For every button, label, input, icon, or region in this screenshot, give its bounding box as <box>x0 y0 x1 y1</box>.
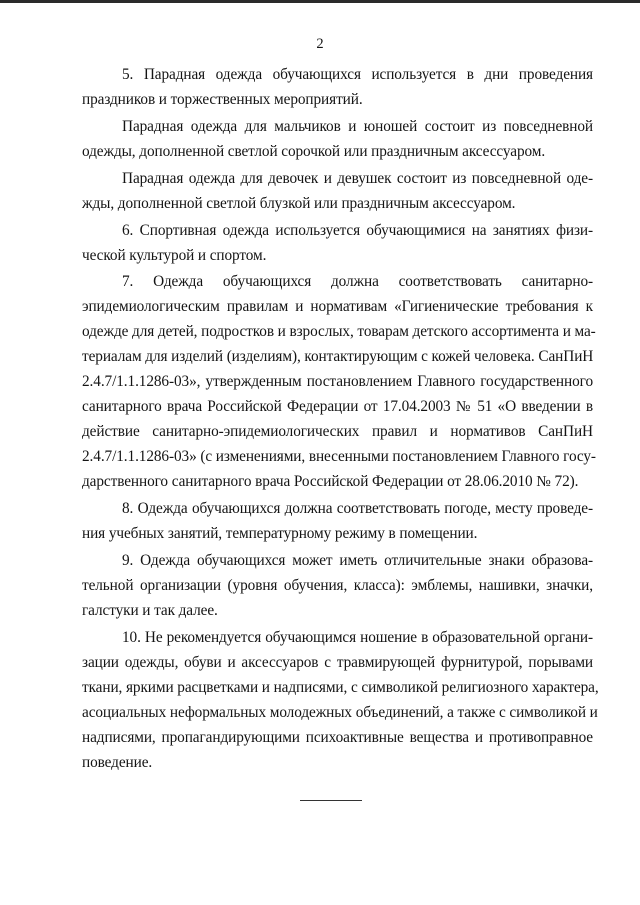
paragraph-7-line: действие санитарно-эпидемиологических правил и нормативов СанПиН <box>82 423 593 440</box>
paragraph-10-line: зации одежды, обуви и аксессуаров с травмирующей фурнитурой, порывами <box>82 654 593 671</box>
paragraph-7-line: 2.4.7/1.1.1286-03», утвержденным постановлением Главного государственного <box>82 373 593 390</box>
paragraph-5-line: 5. Парадная одежда обучающихся используется в дни проведения <box>122 66 593 83</box>
paragraph-10-line: поведение. <box>82 754 153 771</box>
page-number: 2 <box>316 36 324 52</box>
paragraph-10-line: 10. Не рекомендуется обучающимся ношение в образовательной органи- <box>122 629 593 646</box>
paragraph-5b-line: жды, дополненной светлой блузкой или праздничным аксессуаром. <box>82 195 516 212</box>
paragraph-10-line: ткани, яркими расцветками и надписями, с символикой религиозного характера, <box>82 679 599 696</box>
paragraph-7-line: 2.4.7/1.1.1286-03» (с изменениями, внесенными постановлением Главного госу- <box>82 448 596 465</box>
paragraph-6-line: 6. Спортивная одежда используется обучающимися на занятиях физи- <box>122 222 593 239</box>
paragraph-5b-line: Парадная одежда для девочек и девушек состоит из повседневной оде- <box>122 170 593 187</box>
paragraph-10-line: асоциальных неформальных молодежных объединений, а также с символикой и <box>82 704 598 721</box>
paragraph-5a-line: одежды, дополненной светлой сорочкой или праздничным аксессуаром. <box>82 143 546 160</box>
paragraph-5-line: праздников и торжественных мероприятий. <box>82 91 363 108</box>
paragraph-10-line: надписями, пропагандирующими психоактивные вещества и противоправное <box>82 729 593 746</box>
paragraph-7-line: дарственного санитарного врача Российской Федерации от 28.06.2010 № 72). <box>82 473 579 490</box>
paragraph-8-line: 8. Одежда обучающихся должна соответствовать погоде, месту проведе- <box>122 500 593 517</box>
paragraph-7-line: териалам для изделий (изделиям), контактирующим с кожей человека. СанПиН <box>82 348 594 365</box>
end-of-text-rule <box>300 800 362 801</box>
paragraph-9-line: галстуки и так далее. <box>82 602 218 619</box>
paragraph-9-line: тельной организации (уровня обучения, класса): эмблемы, нашивки, значки, <box>82 577 593 594</box>
paragraph-9-line: 9. Одежда обучающихся может иметь отличительные знаки образова- <box>122 552 593 569</box>
paragraph-7-line: санитарного врача Российской Федерации от 17.04.2003 № 51 «О введении в <box>82 398 593 415</box>
paragraph-6-line: ческой культурой и спортом. <box>82 247 267 264</box>
paragraph-7-line: 7. Одежда обучающихся должна соответствовать санитарно- <box>122 273 593 290</box>
paragraph-7-line: одежде для детей, подростков и взрослых, товарам детского ассортимента и ма- <box>82 323 596 340</box>
top-border-rule <box>0 0 640 3</box>
paragraph-7-line: эпидемиологическим правилам и нормативам «Гигиенические требования к <box>82 298 593 315</box>
paragraph-8-line: ния учебных занятий, температурному режиму в помещении. <box>82 525 478 542</box>
paragraph-5a-line: Парадная одежда для мальчиков и юношей состоит из повседневной <box>122 118 593 135</box>
